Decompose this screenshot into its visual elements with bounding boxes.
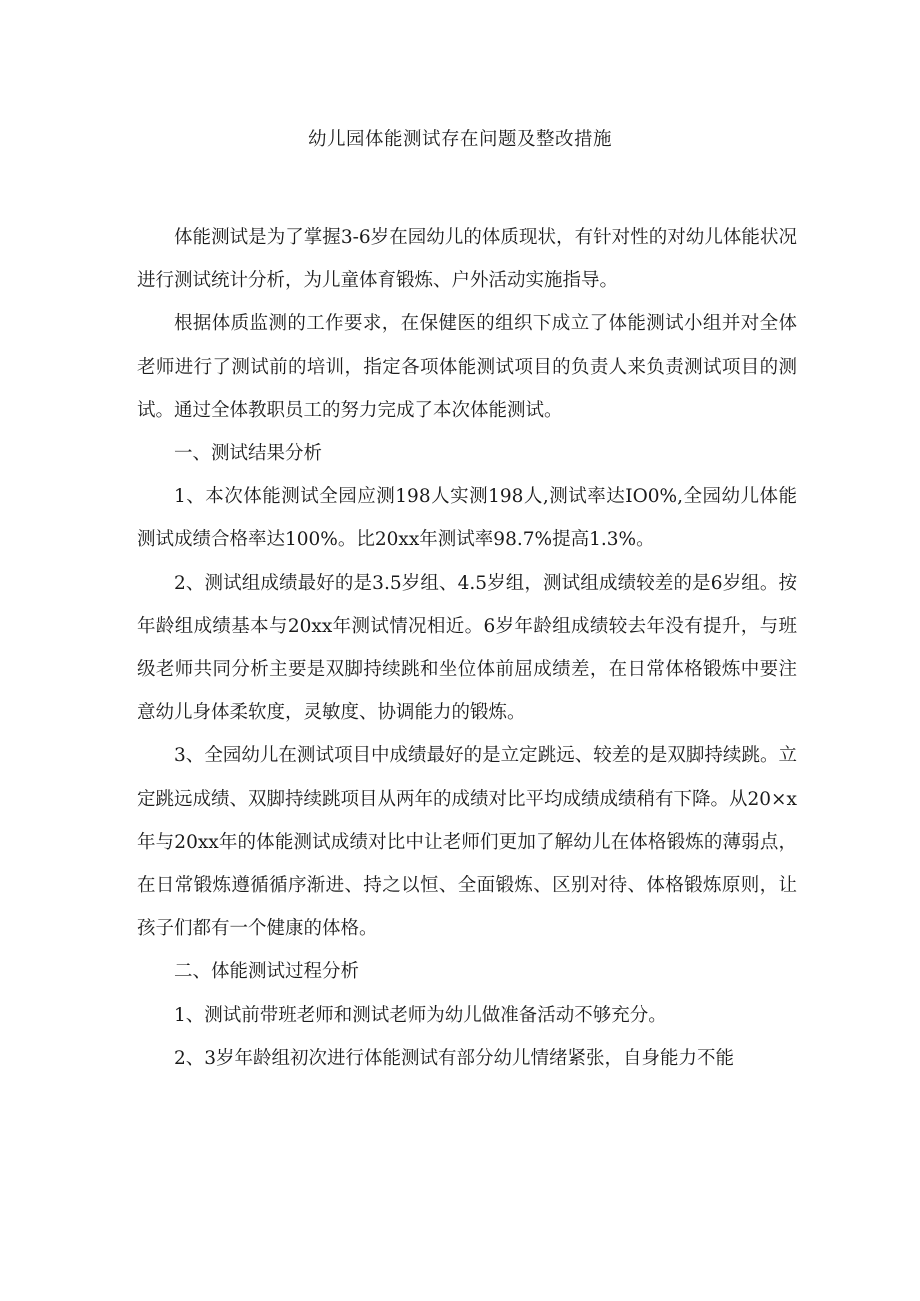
document-title: 幼儿园体能测试存在问题及整改措施 [307,129,612,150]
paragraph-intro: 体能测试是为了掌握3-6岁在园幼儿的体质现状，有针对性的对幼儿体能状况进行测试统计分析，为儿童体育锻炼、户外活动实施指导。 [137,227,797,292]
paragraph-organization: 根据体质监测的工作要求，在保健医的组织下成立了体能测试小组并对全体老师进行了测试前的培训，指定各项体能测试项目的负责人来负责测试项目的测试。通过全体教职员工的努力完成了本次体能测试。 [137,313,797,421]
paragraph-process-1: 1、测试前带班老师和测试老师为幼儿做准备活动不够充分。 [174,1004,667,1026]
paragraph-process-2: 2、3岁年龄组初次进行体能测试有部分幼儿情绪紧张，自身能力不能 [174,1047,735,1069]
paragraph-result-2: 2、测试组成绩最好的是3.5岁组、4.5岁组，测试组成绩较差的是6岁组。按年龄组成绩基本与20xx年测试情况相近。6岁年龄组成绩较去年没有提升，与班级老师共同分析主要是双脚持续跳和坐位体前屈成绩差，在日常体格锻炼中要注意幼儿身体柔软度，灵敏度、协调能力的锻炼。 [137,572,797,724]
paragraph-result-1: 1、本次体能测试全园应测198人实测198人,测试率达IO0%,全园幼儿体能测试成绩合格率达100%。比20xx年测试率98.7%提高1.3%。 [137,486,797,551]
section-heading-process: 二、体能测试过程分析 [174,961,360,983]
paragraph-result-3: 3、全园幼儿在测试项目中成绩最好的是立定跳远、较差的是双脚持续跳。立定跳远成绩、双脚持续跳项目从两年的成绩对比平均成绩成绩稍有下降。从20×x年与20xx年的体能测试成绩对比中让老师们更加了解幼儿在体格锻炼的薄弱点，在日常锻炼遵循循序渐进、持之以恒、全面锻炼、区别对待、体格锻炼原则，让孩子们都有一个健康的体格。 [137,745,797,940]
document-body [137,216,797,1080]
section-heading-results: 一、测试结果分析 [174,443,323,465]
